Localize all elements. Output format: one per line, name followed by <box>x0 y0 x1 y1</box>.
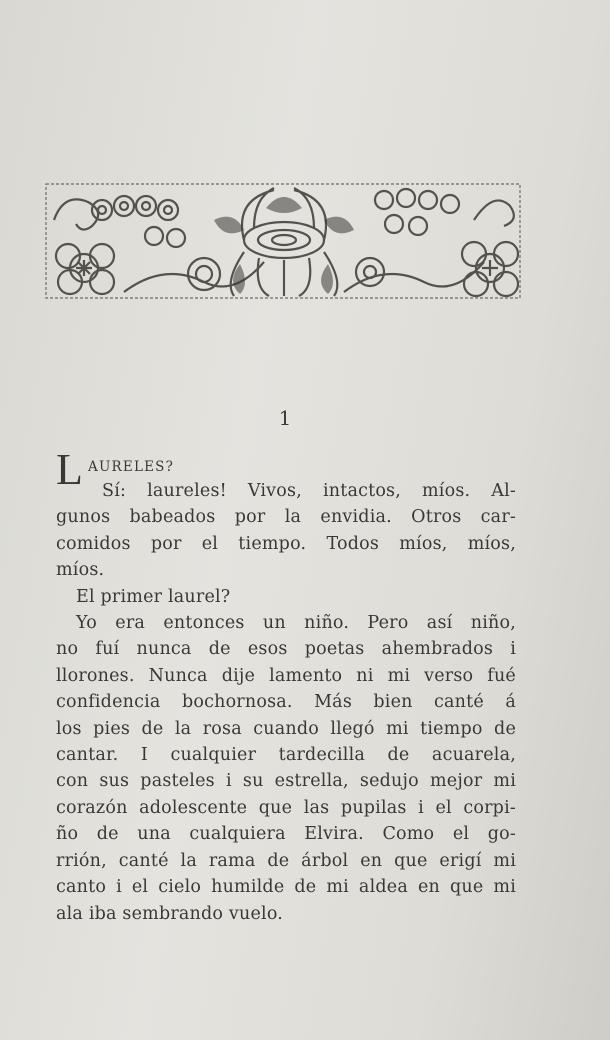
drop-cap: L <box>56 445 84 494</box>
opening-word-smallcaps: AURELES? <box>88 459 175 475</box>
text-line: cantar. I cualquier tardecilla de acuarela, <box>56 745 516 766</box>
text-line: Sí: laureles! Vivos, intactos, míos. Al- <box>102 481 516 501</box>
text-line: gunos babeados por la envidia. Otros car- <box>56 507 516 528</box>
text-line: míos. <box>56 560 105 581</box>
text-line: comidos por el tiempo. Todos míos, míos, <box>56 533 516 554</box>
text-line: corazón adolescente que las pupilas i el corpi- <box>56 797 516 818</box>
text-line: confidencia bochornosa. Más bien canté á <box>56 692 516 713</box>
text-line: los pies de la rosa cuando llegó mi tiempo de <box>56 718 516 739</box>
text-line: El primer laurel? <box>76 586 231 607</box>
floral-ornament-headpiece <box>44 180 522 302</box>
text-line: rrión, canté la rama de árbol en que erigí mi <box>56 850 516 871</box>
chapter-number: 1 <box>278 406 292 430</box>
text-line: canto i el cielo humilde de mi aldea en que mi <box>56 877 516 898</box>
text-line: con sus pasteles i su estrella, sedujo mejor mi <box>56 771 516 792</box>
text-line: Yo era entonces un niño. Pero así niño, <box>76 613 516 634</box>
text-line: ño de una cualquiera Elvira. Como el go- <box>56 824 516 845</box>
body-text <box>56 445 516 927</box>
text-line: llorones. Nunca dije lamento ni mi verso fué <box>56 665 516 686</box>
text-line: ala iba sembrando vuelo. <box>56 903 284 924</box>
text-line: no fuí nunca de esos poetas ahembrados i <box>56 639 516 660</box>
